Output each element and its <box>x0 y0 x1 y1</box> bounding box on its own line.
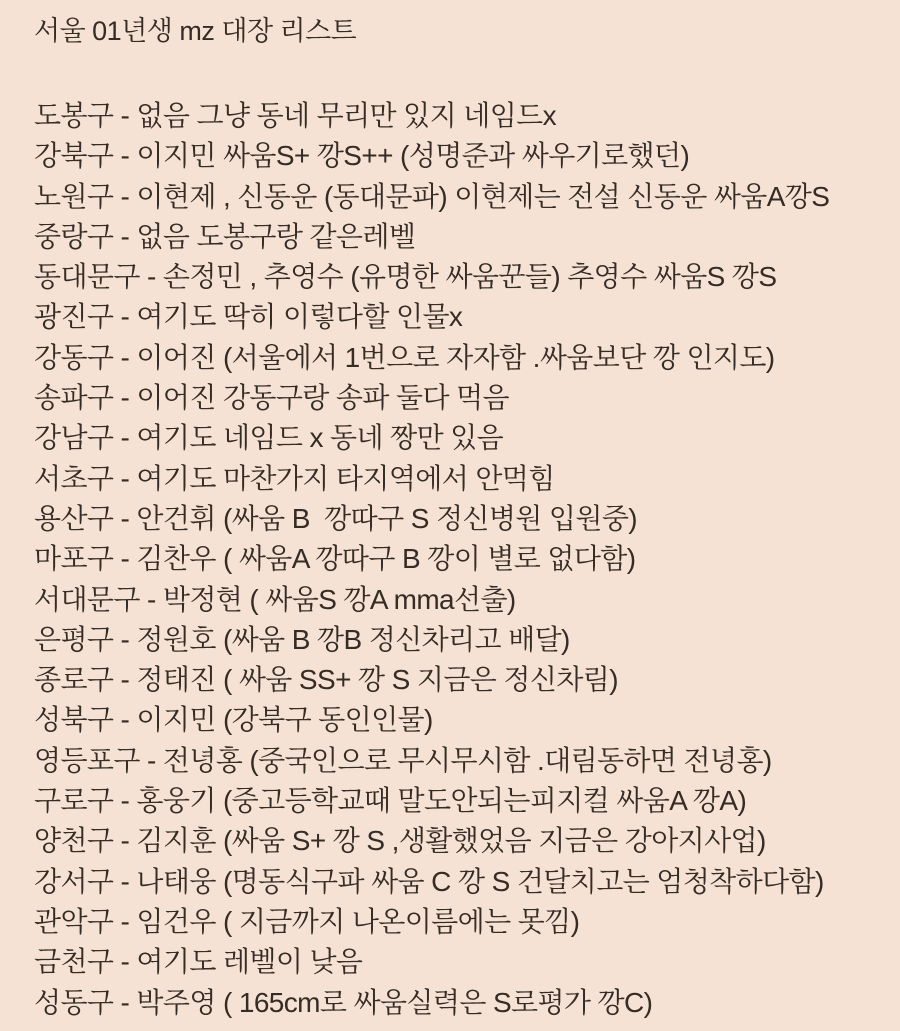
list-item: 성북구 - 이지민 (강북구 동인인물) <box>34 704 433 736</box>
list-item: 중랑구 - 없음 도봉구랑 같은레벨 <box>34 220 416 252</box>
list-item: 구로구 - 홍웅기 (중고등학교때 말도안되는피지컬 싸움A 깡A) <box>34 785 747 817</box>
title-gap <box>34 50 872 96</box>
list-item: 양천구 - 김지훈 (싸움 S+ 깡 S ,생활했었음 지금은 강아지사업) <box>34 825 766 857</box>
list-item: 성동구 - 박주영 ( 165cm로 싸움실력은 S로평가 깡C) <box>34 986 653 1018</box>
list-item: 강서구 - 나태웅 (명동식구파 싸움 C 깡 S 건달치고는 엄청착하다함) <box>34 865 824 897</box>
list-item: 영등포구 - 전녕홍 (중국인으로 무시무시함 .대림동하면 전녕홍) <box>34 744 772 776</box>
list-item: 노원구 - 이현제 , 신동운 (동대문파) 이현제는 전설 신동운 싸움A깡S <box>34 180 830 212</box>
list-item: 도봉구 - 없음 그냥 동네 무리만 있지 네임드x <box>34 100 556 131</box>
list-item: 종로구 - 정태진 ( 싸움 SS+ 깡 S 지금은 정신차림) <box>34 664 618 696</box>
list-item: 송파구 - 이어진 강동구랑 송파 둘다 먹음 <box>34 382 509 414</box>
list-item: 관악구 - 임건우 ( 지금까지 나온이름에는 못낌) <box>34 905 580 937</box>
list-item: 마포구 - 김찬우 ( 싸움A 깡따구 B 깡이 별로 없다함) <box>34 543 636 575</box>
list-item: 서초구 - 여기도 마찬가지 타지역에서 안먹힘 <box>34 462 555 494</box>
list-item: 강남구 - 여기도 네임드 x 동네 짱만 있음 <box>34 422 504 454</box>
page-title: 서울 01년생 mz 대장 리스트 <box>34 16 357 46</box>
list-item: 강동구 - 이어진 (서울에서 1번으로 자자함 .싸움보단 깡 인지도) <box>34 341 775 373</box>
list-item: 금천구 - 여기도 레벨이 낮음 <box>34 946 363 978</box>
list-item: 동대문구 - 손정민 , 추영수 (유명한 싸움꾼들) 추영수 싸움S 깡S <box>34 261 777 293</box>
list-item: 광진구 - 여기도 딱히 이렇다할 인물x <box>34 301 463 333</box>
list-item: 서대문구 - 박정현 ( 싸움S 깡A mma선출) <box>34 583 516 615</box>
list-item: 강북구 - 이지민 싸움S+ 깡S++ (성명준과 싸우기로했던) <box>34 140 690 172</box>
list-item: 용산구 - 안건휘 (싸움 B 깡따구 S 정신병원 입원중) <box>34 502 638 534</box>
list-item: 은평구 - 정원호 (싸움 B 깡B 정신차리고 배달) <box>34 623 570 655</box>
district-list <box>34 96 872 1023</box>
